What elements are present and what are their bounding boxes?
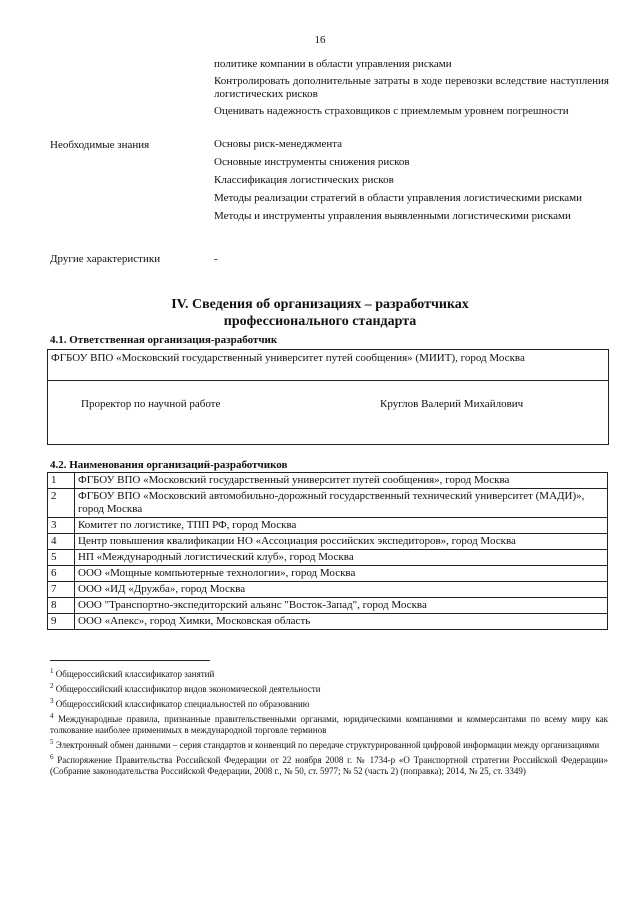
responsible-name: Круглов Валерий Михайлович: [380, 398, 524, 410]
table-row: [48, 614, 608, 630]
organization-name: ООО «Апекс», город Химки, Московская область: [75, 614, 608, 630]
footnote-text: Электронный обмен данными – серия стандартов и конвенций по передаче структурированной цифровой информации между организациями: [53, 740, 600, 750]
footnote: [50, 696, 608, 710]
knowledge-item: Основы риск-менеджмента: [214, 138, 343, 150]
other-characteristics-label: Другие характеристики: [50, 253, 161, 265]
divider: [48, 380, 608, 381]
table-row: [48, 566, 608, 582]
responsible-heading: 4.1. Ответственная организация-разработчик: [50, 334, 278, 346]
skill-item: Оценивать надежность страховщиков с приемлемым уровнем погрешности: [214, 105, 569, 117]
footnote-text: Общероссийский классификатор занятий: [53, 669, 215, 679]
skill-item: политике компании в области управления рисками: [214, 58, 452, 70]
knowledge-label: Необходимые знания: [50, 139, 150, 151]
developers-table: [47, 472, 608, 630]
skill-item: Контролировать дополнительные затраты в ходе перевозки вследствие наступления логистических рисков: [214, 75, 609, 100]
organization-name: Комитет по логистике, ТПП РФ, город Москва: [75, 518, 608, 534]
section-title: [0, 296, 640, 330]
row-number: 8: [48, 598, 75, 614]
table-row: [48, 518, 608, 534]
table-row: [48, 550, 608, 566]
knowledge-list: [214, 138, 609, 228]
developers-heading: 4.2. Наименования организаций-разработчиков: [50, 459, 288, 471]
table-row: [48, 489, 608, 518]
footnote: [50, 752, 608, 777]
responsible-org-box: [47, 349, 609, 445]
skills-continued-list: [214, 58, 609, 122]
footnote: [50, 737, 608, 751]
organization-name: ФГБОУ ВПО «Московский автомобильно-дорожный государственный технический университет (МАДИ)», город Москва: [75, 489, 608, 518]
row-number: 6: [48, 566, 75, 582]
footnote: [50, 681, 608, 695]
row-number: 7: [48, 582, 75, 598]
footnote-mark: 4: [50, 712, 54, 720]
organization-name: НП «Международный логистический клуб», город Москва: [75, 550, 608, 566]
section-title-line1: IV. Сведения об организациях – разработчиках: [171, 297, 469, 312]
organization-name: Центр повышения квалификации НО «Ассоциация российских экспедиторов», город Москва: [75, 534, 608, 550]
row-number: 9: [48, 614, 75, 630]
responsible-position: Проректор по научной работе: [81, 398, 221, 410]
row-number: 3: [48, 518, 75, 534]
organization-name: ФГБОУ ВПО «Московский государственный университет путей сообщения», город Москва: [75, 473, 608, 489]
footnote-text: Общероссийский классификатор специальностей по образованию: [53, 699, 310, 709]
footnote-mark: 2: [50, 682, 54, 690]
knowledge-item: Методы реализации стратегий в области управления логистическими рисками: [214, 192, 583, 204]
table-row: [48, 582, 608, 598]
table-row: [48, 598, 608, 614]
organization-name: ООО «Мощные компьютерные технологии», город Москва: [75, 566, 608, 582]
footnote-separator: [50, 660, 210, 661]
footnotes: [50, 666, 608, 778]
organization-name: ООО «ИД «Дружба», город Москва: [75, 582, 608, 598]
footnote: [50, 666, 608, 680]
knowledge-item: Классификация логистических рисков: [214, 174, 394, 186]
footnote-mark: 5: [50, 738, 54, 746]
page-number: 16: [314, 34, 326, 46]
row-number: 5: [48, 550, 75, 566]
section-title-line2: профессионального стандарта: [223, 314, 417, 329]
row-number: 4: [48, 534, 75, 550]
row-number: 2: [48, 489, 75, 518]
table-row: [48, 534, 608, 550]
responsible-organization: ФГБОУ ВПО «Московский государственный университет путей сообщения» (МИИТ), город Москва: [51, 352, 525, 364]
organization-name: ООО "Транспортно-экспедиторский альянс "Восток-Запад", город Москва: [75, 598, 608, 614]
footnote-mark: 6: [50, 753, 54, 761]
footnote-mark: 1: [50, 667, 54, 675]
footnote-text: Распоряжение Правительства Российской Федерации от 22 ноября 2008 г. № 1734-р «О Транспортной стратегии Российской Федерации» (Собрание законодательства Российской Федерации, 2008 г., № 50, ст. 5977; № 52 (часть 2) (поправка); 2014, № 25, ст. 3349): [50, 755, 608, 776]
row-number: 1: [48, 473, 75, 489]
knowledge-item: Методы и инструменты управления выявленными логистическими рисками: [214, 210, 571, 222]
other-characteristics-value: -: [214, 253, 218, 265]
knowledge-item: Основные инструменты снижения рисков: [214, 156, 410, 168]
footnote-text: Международные правила, признанные правительственными органами, юридическими компаниями и коммерсантами по всему миру как толкование наиболее применимых в международной торговле терминов: [50, 714, 608, 735]
footnote-text: Общероссийский классификатор видов экономической деятельности: [53, 684, 321, 694]
footnote-mark: 3: [50, 697, 54, 705]
table-row: [48, 473, 608, 489]
footnote: [50, 711, 608, 736]
